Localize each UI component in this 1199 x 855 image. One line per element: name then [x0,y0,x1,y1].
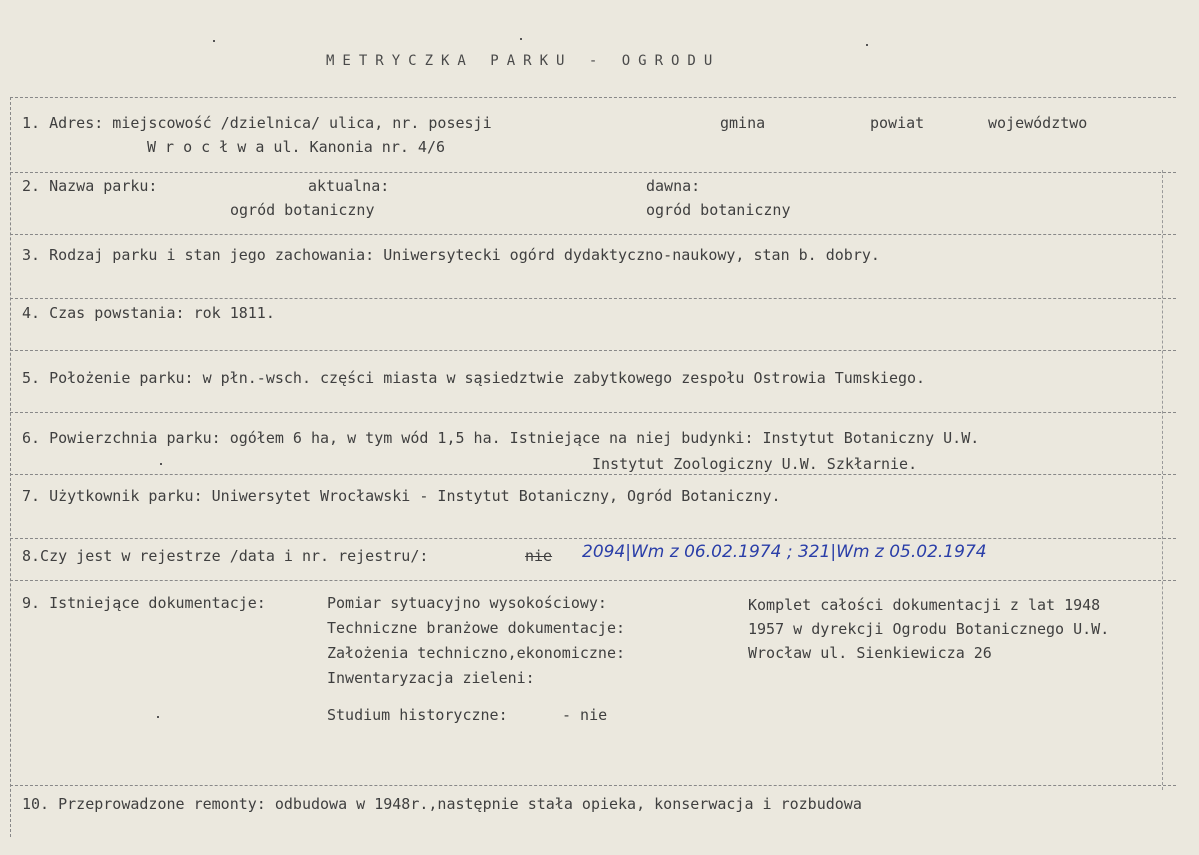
s9-note-line: Wrocław ul. Sienkiewicza 26 [748,644,992,662]
s4-text: 4. Czas powstania: rok 1811. [22,304,275,322]
paper-speck [160,463,162,465]
s2-dawna-value: ogród botaniczny [646,201,791,219]
s9-note-line: Komplet całości dokumentacji z lat 1948 [748,596,1101,614]
s9-note-line: 1957 w dyrekcji Ogrodu Botanicznego U.W. [748,620,1110,638]
s6-line1: 6. Powierzchnia parku: ogółem 6 ha, w tym wód 1,5 ha. Istniejące na niej budynki: Instytut Botaniczny U.W. [22,429,980,447]
s2-aktualna-label: aktualna: [308,177,390,195]
s9-studium-label: Studium historyczne: [327,706,508,724]
rule-9 [10,785,1176,787]
rule-4 [10,350,1176,352]
paper-speck [520,38,522,40]
s3-text: 3. Rodzaj parku i stan jego zachowania: Uniwersytecki ogórd dydaktyczno-naukowy, stan b. dobry. [22,246,880,264]
rule-left [10,97,12,837]
s8-label: 8.Czy jest w rejestrze /data i nr. rejestru/: [22,547,429,565]
s9-item: Pomiar sytuacyjno wysokościowy: [327,594,607,612]
s2-aktualna-value: ogród botaniczny [230,201,375,219]
paper-speck [213,40,215,42]
rule-1 [10,172,1176,174]
s9-label: 9. Istniejące dokumentacje: [22,594,266,612]
rule-3 [10,298,1176,300]
document-title: METRYCZKA PARKU - OGRODU [326,53,721,69]
s1-powiat: powiat [870,114,925,132]
rule-right [1162,170,1164,790]
s9-item: Techniczne branżowe dokumentacje: [327,619,626,637]
rule-5 [10,412,1176,414]
s9-item: Inwentaryzacja zieleni: [327,669,535,687]
s1-value: W r o c ł w a ul. Kanonia nr. 4/6 [147,138,446,156]
s8-handwritten: 2094|Wm z 06.02.1974 ; 321|Wm z 05.02.1974 [582,542,987,562]
s2-dawna-label: dawna: [646,177,701,195]
rule-top [10,97,1176,99]
paper-speck [866,44,868,46]
s5-text: 5. Położenie parku: w płn.-wsch. części miasta w sąsiedztwie zabytkowego zespołu Ostrowia Tumskiego. [22,369,926,387]
s8-struck: nie [525,547,553,565]
s6-line2: Instytut Zoologiczny U.W. Szkłarnie. [592,455,918,473]
rule-2 [10,234,1176,236]
s9-studium-value: - nie [562,706,608,724]
s10-text: 10. Przeprowadzone remonty: odbudowa w 1948r.,następnie stała opieka, konserwacja i rozbudowa [22,795,862,813]
rule-8 [10,580,1176,582]
s9-item: Założenia techniczno,ekonomiczne: [327,644,626,662]
rule-6 [10,474,1176,476]
s1-gmina: gmina [720,114,766,132]
rule-7 [10,538,1176,540]
paper-speck [157,716,159,718]
s2-label: 2. Nazwa parku: [22,177,158,195]
s1-label: 1. Adres: miejscowość /dzielnica/ ulica, nr. posesji [22,114,492,132]
s1-wojewodztwo: województwo [988,114,1088,132]
s7-text: 7. Użytkownik parku: Uniwersytet Wrocławski - Instytut Botaniczny, Ogród Botaniczny. [22,487,781,505]
